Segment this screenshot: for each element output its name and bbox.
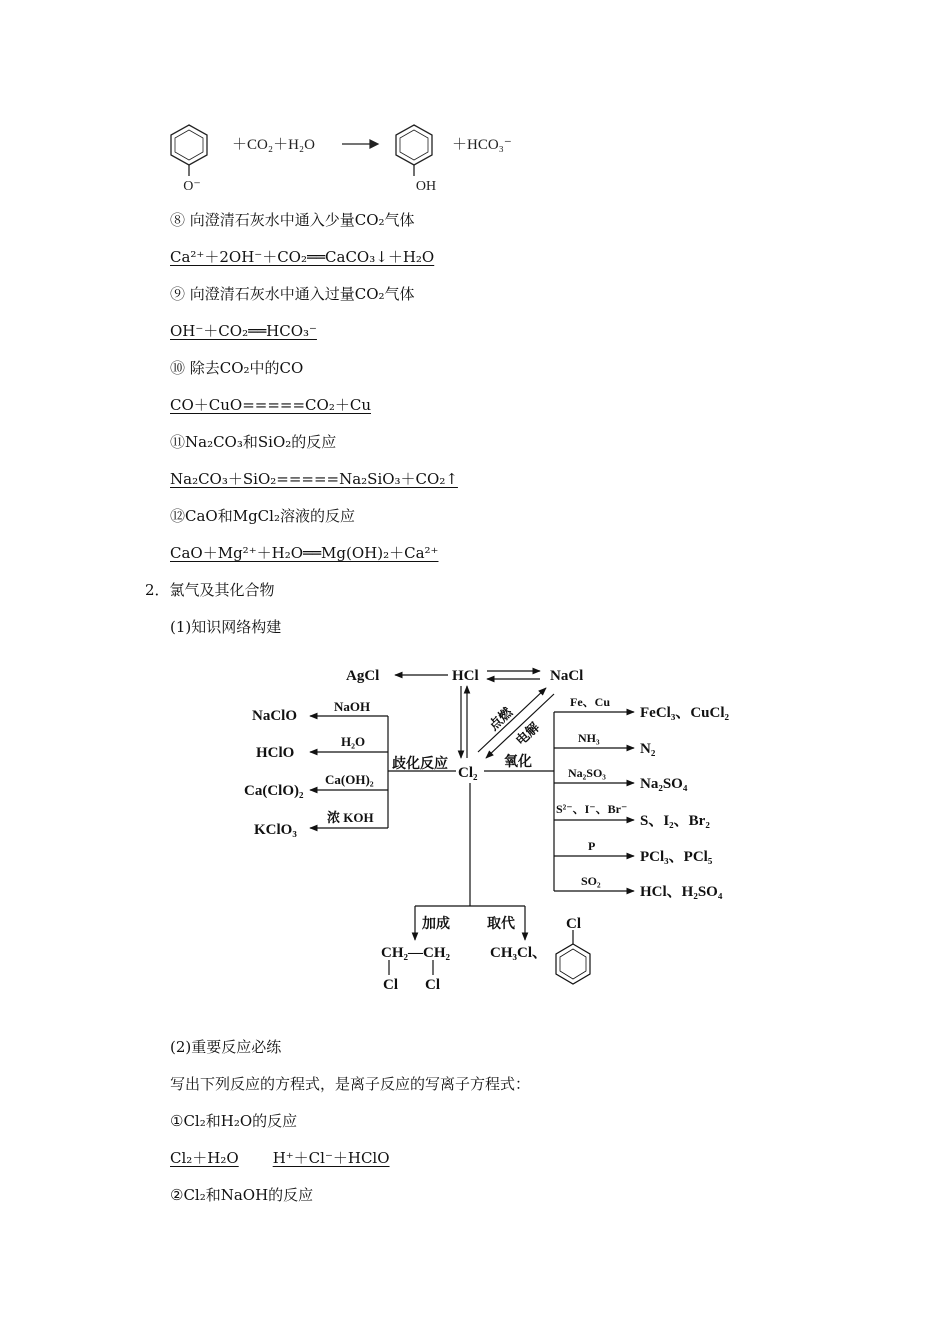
phenoxide-anion-label: O⁻ xyxy=(183,179,201,194)
answer-12: CaO＋Mg²⁺＋H₂O══Mg(OH)₂＋Ca²⁺ xyxy=(170,544,439,562)
hcl-label: HCl xyxy=(452,668,479,684)
burn-label: 点燃 xyxy=(485,704,516,734)
question-cl-2: ②Cl₂和NaOH的反应 xyxy=(170,1186,314,1204)
right-reagent-1: Fe、Cu xyxy=(570,695,610,709)
cl2-center-label: Cl₂ xyxy=(458,765,478,781)
electrolysis-label: 电解 xyxy=(512,719,543,749)
right-product-5: PCl₃、PCl₅ xyxy=(640,849,713,865)
phenol-ring xyxy=(396,125,432,176)
substitution-product-ch3cl: CH₃Cl、 xyxy=(490,945,547,961)
section-2-title: 2．氯气及其化合物 xyxy=(145,581,275,599)
answer-10: CO＋CuO=====CO₂＋Cu xyxy=(170,396,371,414)
phenoxide-equation xyxy=(160,118,540,200)
right-reagent-2: NH₃ xyxy=(578,731,600,745)
right-product-4: S、I₂、Br₂ xyxy=(640,813,710,829)
oxidation-label: 氧化 xyxy=(504,755,532,770)
right-product-3: Na₂SO₄ xyxy=(640,776,688,792)
addition-product-cl-1: Cl xyxy=(383,977,398,993)
right-product-1: FeCl₃、CuCl₂ xyxy=(640,705,729,721)
right-reagent-4: S²⁻、I⁻、Br⁻ xyxy=(556,802,628,816)
answer-cl-1-right: H⁺＋Cl⁻＋HClO xyxy=(272,1149,390,1167)
chlorobenzene-cl-label: Cl xyxy=(566,916,581,932)
subsection-1-title: (1)知识网络构建 xyxy=(170,618,282,636)
left-product-1: NaClO xyxy=(252,708,297,724)
addition-product-cl-2: Cl xyxy=(425,977,440,993)
right-reagent-3: Na₂SO₃ xyxy=(568,766,606,780)
answer-cl-1-left: Cl₂＋H₂O xyxy=(170,1149,239,1167)
left-product-4: KClO₃ xyxy=(254,822,297,838)
right-reagent-5: P xyxy=(588,839,596,853)
subsection-2-title: (2)重要反应必练 xyxy=(170,1038,282,1056)
instruction-text: 写出下列反应的方程式，是离子反应的写离子方程式： xyxy=(170,1075,531,1093)
left-product-3: Ca(ClO)₂ xyxy=(244,783,304,799)
answer-11: Na₂CO₃＋SiO₂=====Na₂SiO₃＋CO₂↑ xyxy=(170,470,458,488)
right-product-6: HCl、H₂SO₄ xyxy=(640,884,723,900)
question-10: ⑩ 除去CO₂中的CO xyxy=(170,359,304,377)
phenol-oh-label: OH xyxy=(415,179,437,194)
left-product-2: HClO xyxy=(256,745,295,761)
answer-8: Ca²⁺＋2OH⁻＋CO₂══CaCO₃↓＋H₂O xyxy=(170,248,435,266)
left-reagent-2: H₂O xyxy=(341,734,366,749)
nacl-label: NaCl xyxy=(550,668,584,684)
agcl-label: AgCl xyxy=(346,668,380,684)
substitution-label: 取代 xyxy=(487,917,515,932)
chlorine-network-diagram xyxy=(0,655,950,1005)
right-product-2: N₂ xyxy=(640,741,656,757)
right-reagent-6: SO₂ xyxy=(581,874,601,888)
addition-product-chain: CH₂—CH₂ xyxy=(381,945,450,961)
left-reagent-3: Ca(OH)₂ xyxy=(325,772,374,787)
left-reagent-1: NaOH xyxy=(334,699,371,714)
disproportionation-label: 歧化反应 xyxy=(392,757,448,772)
question-cl-1: ①Cl₂和H₂O的反应 xyxy=(170,1112,298,1130)
question-8: ⑧ 向澄清石灰水中通入少量CO₂气体 xyxy=(170,211,415,229)
phenoxide-ring xyxy=(171,125,207,176)
reagents-text: ＋CO₂＋H₂O xyxy=(232,137,315,153)
question-9: ⑨ 向澄清石灰水中通入过量CO₂气体 xyxy=(170,285,415,303)
addition-label: 加成 xyxy=(422,917,450,932)
question-12: ⑫CaO和MgCl₂溶液的反应 xyxy=(170,507,355,525)
answer-9: OH⁻＋CO₂══HCO₃⁻ xyxy=(170,322,317,340)
bicarbonate-product: ＋HCO₃⁻ xyxy=(452,137,512,153)
reaction-arrow xyxy=(342,140,378,148)
left-reagent-4: 浓 KOH xyxy=(327,810,374,825)
question-11: ⑪Na₂CO₃和SiO₂的反应 xyxy=(170,433,337,451)
answer-cl-1 xyxy=(170,1148,390,1168)
